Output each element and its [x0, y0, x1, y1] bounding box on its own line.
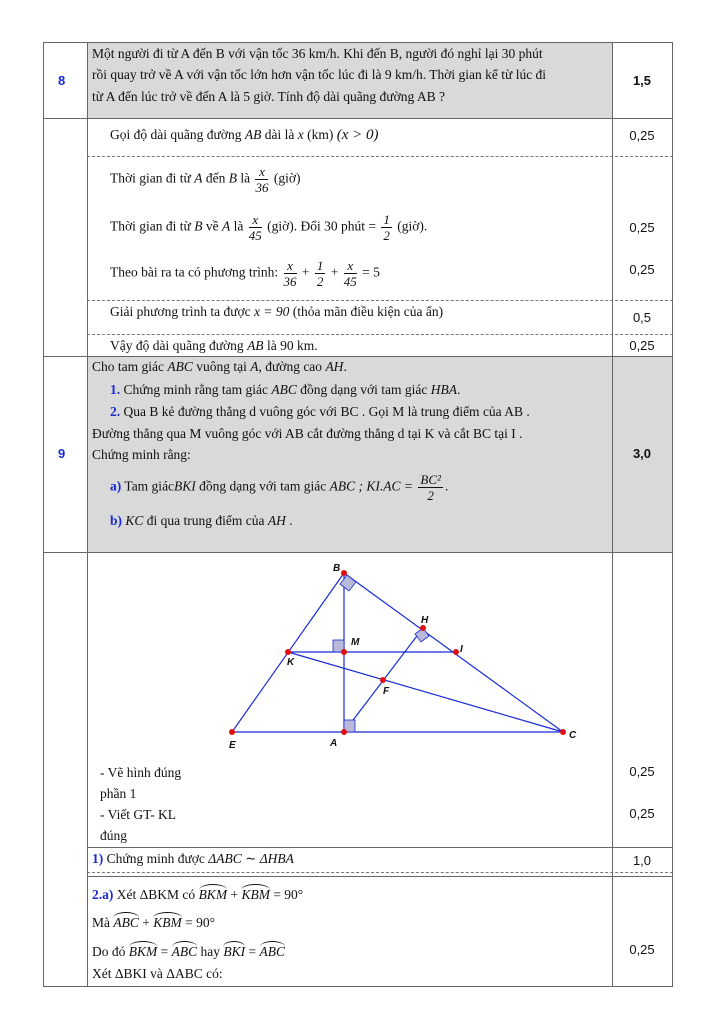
label-h: H: [421, 615, 429, 626]
geometry-figure: [200, 556, 620, 756]
table-border-right: [672, 42, 673, 986]
q8-step-1: Gọi độ dài quãng đường AB dài là x (km) (x > 0): [110, 127, 379, 143]
row-divider: [43, 118, 673, 119]
q8-number: 8: [58, 73, 66, 88]
label-a: A: [330, 738, 338, 749]
point-f: [380, 677, 386, 683]
q8-score: 1,5: [632, 73, 652, 88]
point-m: [341, 649, 347, 655]
q9-part-2-line-3: Chứng minh rằng:: [92, 447, 191, 462]
label-f: F: [383, 686, 390, 697]
row-divider: [87, 876, 673, 877]
table-col-divider-1: [87, 42, 88, 986]
q9-part-2-line-1: 2. Qua B kẻ đường thẳng d vuông góc với BC . Gọi M là trung điểm của AB .: [110, 404, 530, 419]
row-divider: [87, 300, 673, 301]
right-angle-b: [340, 575, 356, 591]
q8-text-line-3: từ A đến lúc trở về đến A là 5 giờ. Tính độ dài quãng đường AB ?: [92, 89, 446, 104]
label-b: B: [333, 563, 341, 574]
q9-part-2-line-2: Đường thẳng qua M vuông góc với AB cắt đường thẳng d tại K và cắt BC tại I .: [92, 426, 523, 441]
q8-step-6-score: 0,25: [629, 338, 655, 353]
q8-step-3-score: 0,25: [629, 220, 655, 235]
label-c: C: [569, 730, 577, 741]
solution-1: 1) Chứng minh được ΔABC ∼ ΔHBA: [92, 851, 294, 866]
q8-text-line-1: Một người đi từ A đến B với vận tốc 36 km/h. Khi đến B, người đó nghỉ lại 30 phút: [92, 46, 543, 61]
q8-step-2: Thời gian đi từ A đến B là $\frac{x}{36}$ (giờ): [110, 164, 301, 195]
label-k: K: [287, 657, 295, 668]
row-divider: [43, 356, 673, 357]
gt-kl-line-1: - Viết GT- KL: [100, 807, 177, 822]
q8-step-4-score: 0,25: [629, 262, 655, 277]
q9-part-a: a) Tam giácBKI đồng dạng với tam giác ABC ; KI.AC = $\frac{\text{BC²}}{2}$ .: [110, 472, 449, 503]
label-e: E: [229, 740, 236, 751]
q8-step-1-score: 0,25: [629, 128, 655, 143]
row-divider: [43, 552, 673, 553]
table-border-left: [43, 42, 44, 986]
draw-figure-score: 0,25: [629, 764, 655, 779]
row-divider: [87, 156, 673, 157]
q8-step-5: Giải phương trình ta được x = 90 (thỏa mãn điều kiện của ẩn): [110, 304, 444, 319]
solution-2a-score: 0,25: [629, 942, 655, 957]
q8-text-line-2: rồi quay trở về A với vận tốc lớn hơn vận tốc lúc đi là 9 km/h. Thời gian kể từ lúc đi: [92, 67, 547, 82]
solution-1-score: 1,0: [632, 853, 652, 868]
label-i: I: [460, 644, 463, 655]
row-divider: [87, 872, 673, 873]
row-divider: [87, 847, 673, 848]
draw-figure-line-2: phần 1: [100, 786, 137, 801]
solution-2a-line-4: Xét ΔBKI và ΔABC có:: [92, 966, 223, 981]
q8-step-5-score: 0,5: [632, 310, 652, 325]
q9-score: 3,0: [632, 446, 652, 461]
label-m: M: [351, 637, 360, 648]
table-border-bottom: [43, 986, 673, 987]
point-k: [285, 649, 291, 655]
table-border-top: [43, 42, 673, 43]
gt-kl-score: 0,25: [629, 806, 655, 821]
point-b: [341, 570, 347, 576]
point-e: [229, 729, 235, 735]
point-c: [560, 729, 566, 735]
q9-number: 9: [58, 446, 66, 461]
point-a: [341, 729, 347, 735]
segment-kc: [288, 652, 563, 732]
row-divider: [87, 334, 673, 335]
gt-kl-line-2: đúng: [100, 828, 127, 843]
draw-figure-line-1: - Vẽ hình đúng: [100, 765, 182, 780]
solution-2a-line-2: Mà ABC + KBM = 90°: [92, 912, 215, 931]
q9-part-b: b) KC đi qua trung điểm của AH .: [110, 513, 293, 528]
q9-part-1: 1. Chứng minh rằng tam giác ABC đồng dạng với tam giác HBA.: [110, 382, 461, 397]
q8-step-3: Thời gian đi từ B về A là $\frac{x}{45}$ (giờ). Đổi 30 phút = $\frac{1}{2}$ (giờ).: [110, 212, 428, 243]
q8-step-6: Vậy độ dài quãng đường AB là 90 km.: [110, 338, 318, 353]
point-i: [453, 649, 459, 655]
q9-intro: Cho tam giác ABC vuông tại A, đường cao AH.: [92, 359, 347, 374]
solution-2a-line-3: Do đó BKM = ABC hay BKI = ABC: [92, 941, 285, 960]
q8-step-4: Theo bài ra ta có phương trình: $\frac{x}{36}$ + $\frac{1}{2}$ + $\frac{x}{45}$ = 5: [110, 258, 380, 289]
table-col-divider-2: [612, 42, 613, 986]
solution-2a-line-1: 2.a) Xét ΔBKM có BKM + KBM = 90°: [92, 884, 303, 903]
